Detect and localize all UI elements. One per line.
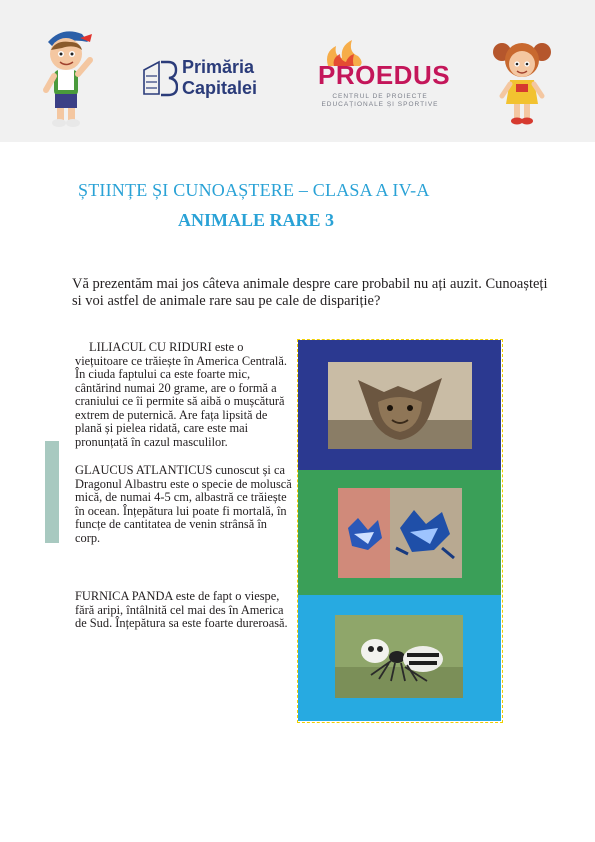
boy-mascot-illustration <box>30 20 100 130</box>
animal-photo-panels <box>297 339 503 723</box>
decorative-side-bar <box>45 441 59 543</box>
animal-description-glaucus: GLAUCUS ATLANTICUS cunoscut și ca Dragonul Albastru este o specie de moluscă mică, de numai 4-5 cm, albastră ce trăiește în ocean. Înțepătura lui poate fi mortală, în funcțe de cantitatea de venin strânsă în corp. <box>75 463 292 545</box>
girl-mascot-illustration <box>490 34 554 126</box>
proedus-logo <box>316 38 451 112</box>
primaria-capitalei-logo <box>142 56 272 100</box>
logo-text-capitalei: Capitalei <box>182 78 258 98</box>
logo-text-primaria: Primăria <box>182 57 255 77</box>
page-header <box>0 0 595 142</box>
lesson-title: ANIMALE RARE 3 <box>178 210 335 230</box>
glaucus-atlanticus-photo <box>338 488 462 578</box>
wrinkle-faced-bat-photo <box>328 362 472 449</box>
intro-paragraph: Vă prezentăm mai jos câteva animale despre care probabil nu ați auzit. Cunoașteți si voi astfel de animale rare sau pe cale de dispariție? <box>72 276 548 309</box>
proedus-brand-text: PROEDUS <box>318 60 451 90</box>
proedus-subtitle-line2: EDUCAȚIONALE ȘI SPORTIVE <box>321 101 439 108</box>
subject-title: ȘTIINȚE ȘI CUNOAȘTERE – CLASA A IV-A <box>78 180 430 200</box>
animal-description-panda-ant: FURNICA PANDA este de fapt o viespe, fără aripi, întâlnită cel mai des în America de Sud. Înțepătura sa este foarte dureroasă. <box>75 589 288 630</box>
photo-panel-glaucus <box>298 470 501 595</box>
proedus-subtitle-line1: CENTRUL DE PROIECTE <box>332 93 428 100</box>
panda-ant-photo <box>335 615 463 698</box>
animal-description-bat: LILIACUL CU RIDURI este o viețuitoare ce trăiește în America Centrală. În ciuda faptului ca este foarte mic, cântărind numai 20 grame, are o formă a craniului ce îi permite să aibă o mușcătură extrem de puternică. Are fața lipsită de plană și pielea ridată, care este mai pronunțată în cazul masculilor. <box>75 340 287 449</box>
photo-panel-panda-ant <box>298 595 501 721</box>
photo-panel-bat <box>298 340 501 470</box>
